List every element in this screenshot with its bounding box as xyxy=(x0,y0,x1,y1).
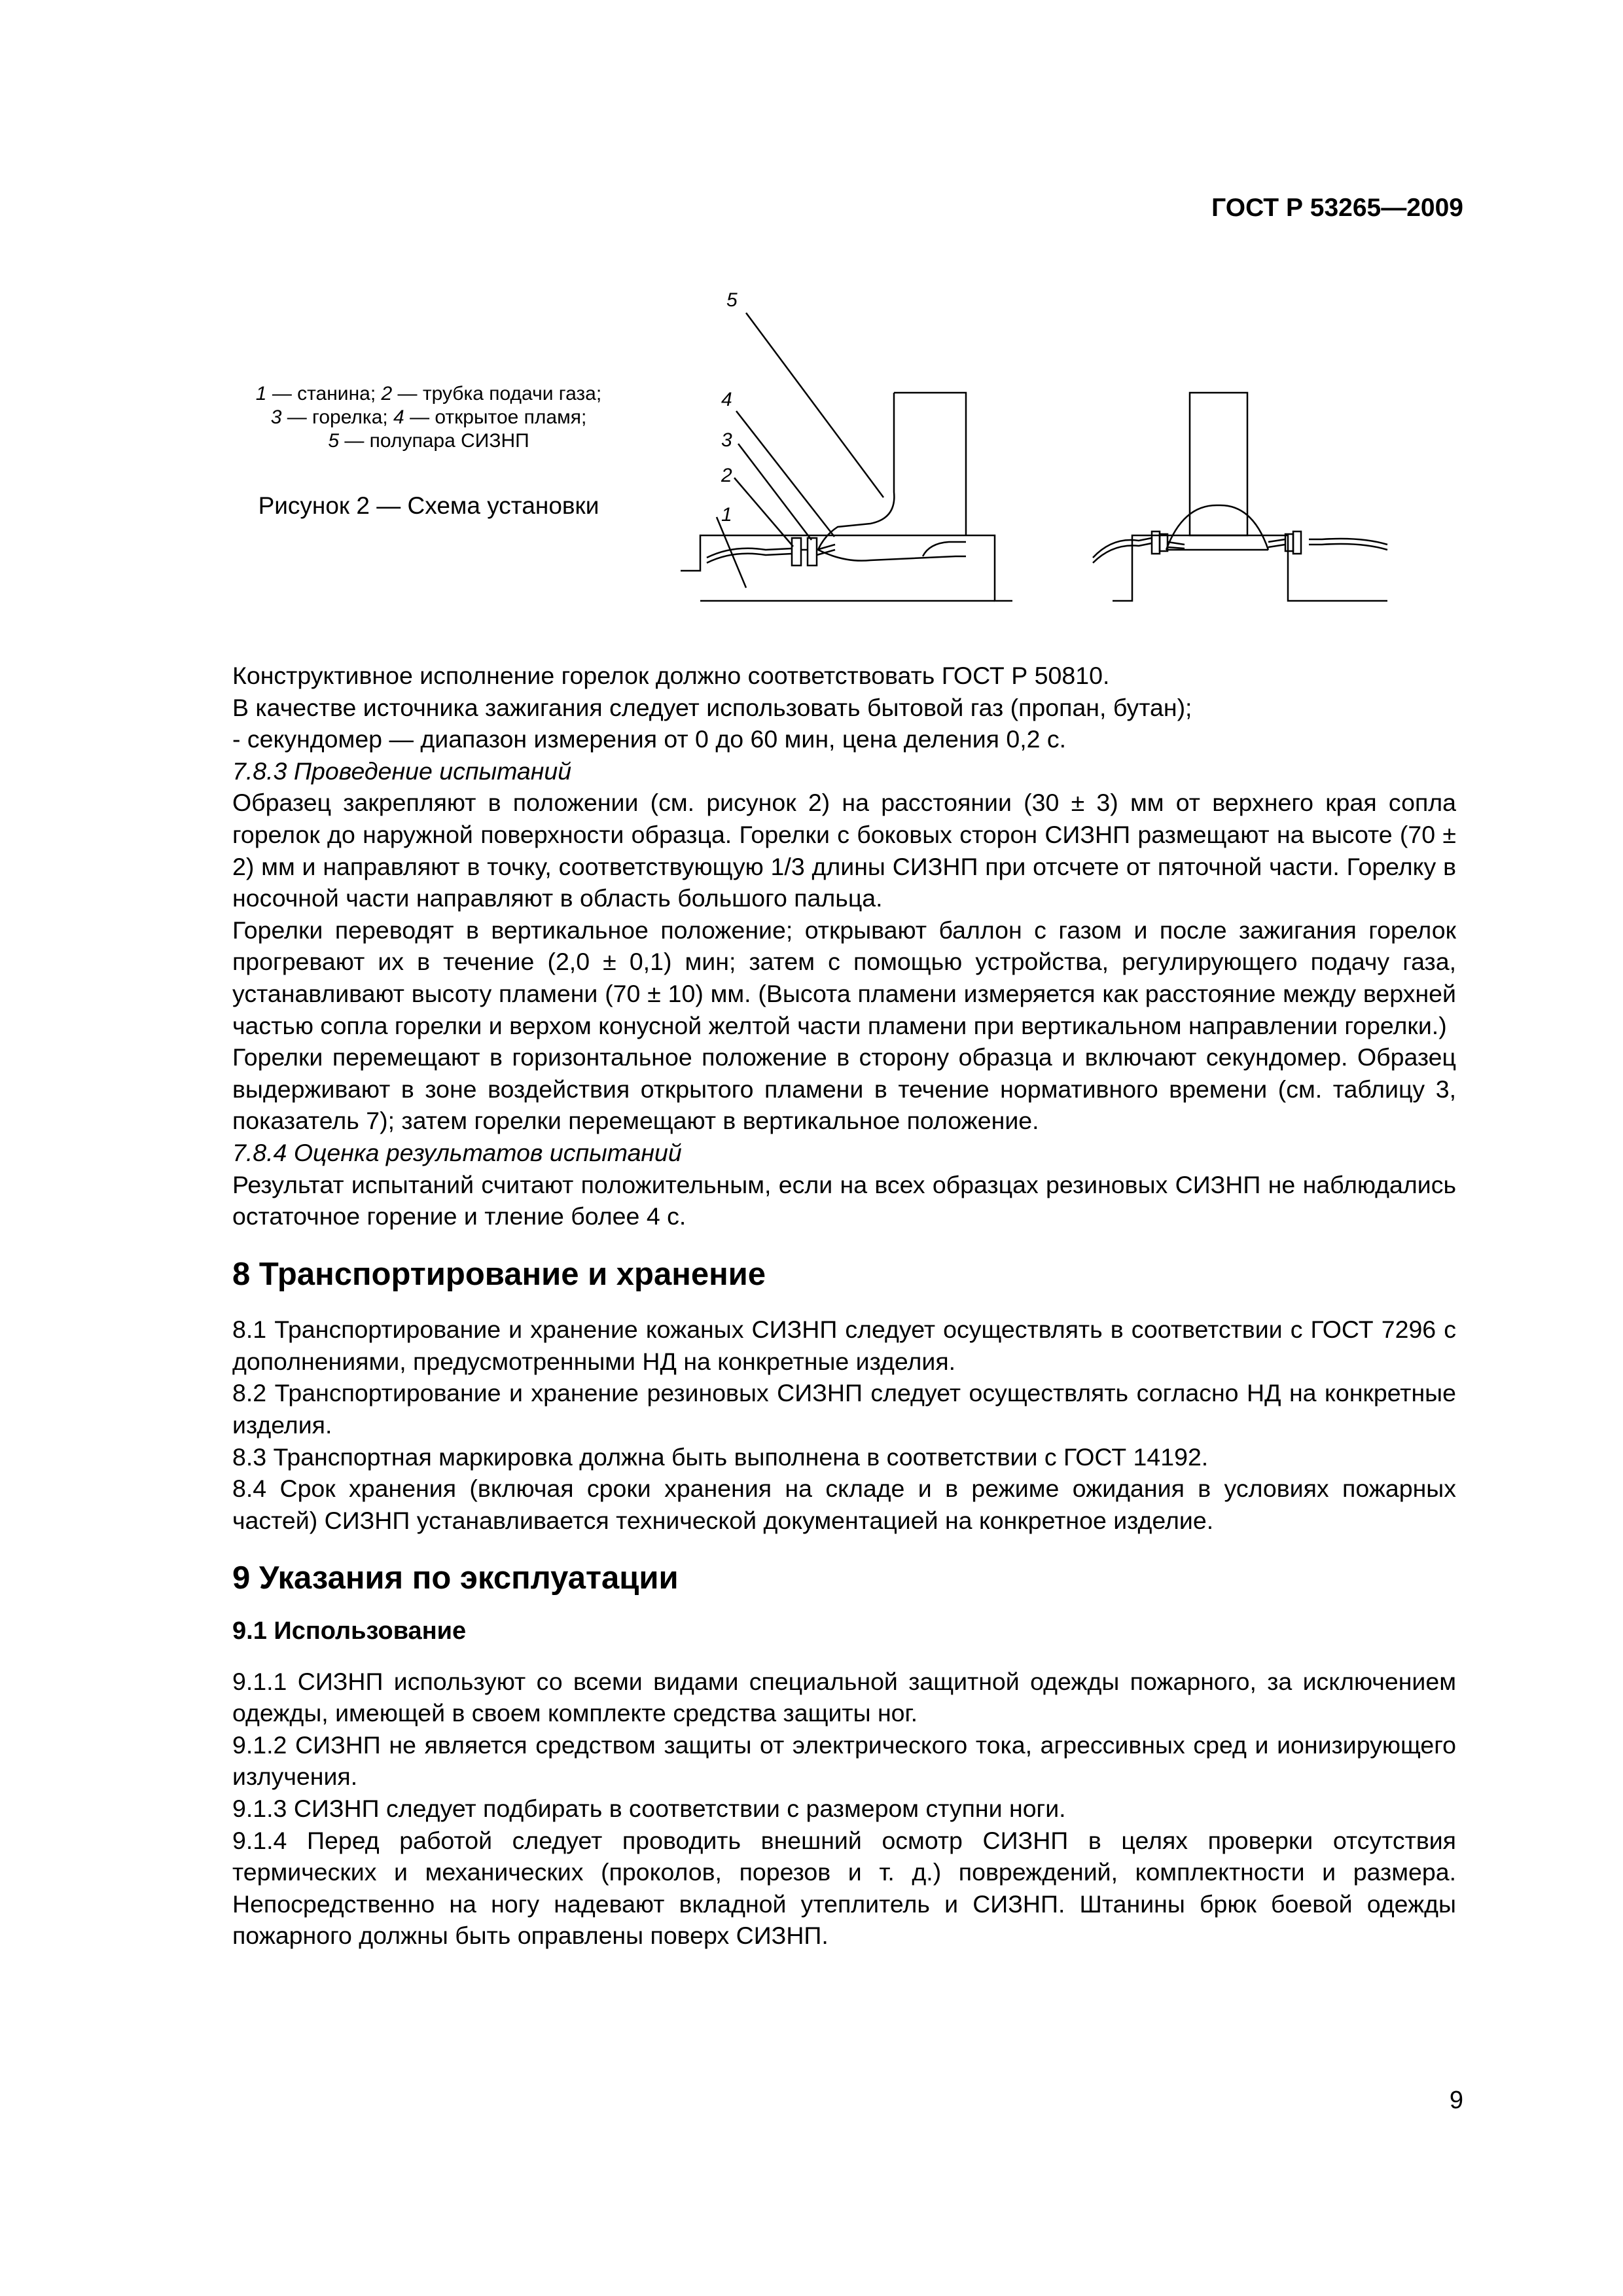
section-9-title: 9 Указания по эксплуатации xyxy=(232,1560,679,1596)
page-number: 9 xyxy=(1449,2087,1463,2114)
paragraph: 8.2 Транспортирование и хранение резиновых СИЗНП следует осуществлять согласно НД на конкретные изделия. xyxy=(232,1379,1456,1439)
left-boot xyxy=(818,393,966,550)
right-gas-tube-right xyxy=(1309,539,1387,550)
paragraph: Горелки перемещают в горизонтальное положение в сторону образца и включают секундомер. Образец выдерживают в зоне воздействия открытого пламени в течение нормативного времени (см. таблицу 3, показатель 7); затем горелки перемещают в вертикальное положение. xyxy=(232,1043,1456,1135)
legend-line-2: 3 — горелка; 4 — открытое пламя; xyxy=(270,406,587,428)
left-burner xyxy=(792,538,801,565)
paragraph: 9.1.3 СИЗНП следует подбирать в соответствии с размером ступни ноги. xyxy=(232,1795,1066,1822)
paragraph: В качестве источника зажигания следует использовать бытовой газ (пропан, бутан); xyxy=(232,693,1192,721)
legend-line-1: 1 — станина; 2 — трубка подачи газа; xyxy=(255,383,602,404)
paragraph: - секундомер — диапазон измерения от 0 до 60 мин, цена деления 0,2 с. xyxy=(232,725,1067,753)
leader-5 xyxy=(746,313,883,497)
body-text xyxy=(232,660,1456,1952)
paragraph: 8.1 Транспортирование и хранение кожаных СИЗНП следует осуществлять в соответствии с ГОСТ 7296 с дополнениями, предусмотренными НД на конкретные изделия. xyxy=(232,1316,1456,1375)
paragraph: 9.1.1 СИЗНП используют со всеми видами специальной защитной одежды пожарного, за исключением одежды, имеющей в своем комплекте средства защиты ног. xyxy=(232,1667,1456,1727)
label-4: 4 xyxy=(721,389,732,410)
paragraph: 8.4 Срок хранения (включая сроки хранения на складе и в режиме ожидания в условиях пожарных частей) СИЗНП устанавливается технической документацией на конкретное изделие. xyxy=(232,1475,1456,1534)
right-base xyxy=(1113,535,1387,601)
left-base xyxy=(681,535,1012,601)
paragraph: Образец закрепляют в положении (см. рисунок 2) на расстоянии (30 ± 3) мм от верхнего края сопла горелок до наружной поверхности образца. Горелки с боковых сторон СИЗНП размещают на высоте (70 ± 2) мм и направляют в точку, соответствующую 1/3 длины СИЗНП при отсчете от пяточной части. Горелку в носочной части направляют в область большого пальца. xyxy=(232,789,1456,912)
label-5: 5 xyxy=(726,289,738,311)
subsection-7-8-3: 7.8.3 Проведение испытаний xyxy=(232,757,572,785)
right-boot-shaft xyxy=(1190,393,1247,535)
document-code: ГОСТ Р 53265—2009 xyxy=(1211,194,1463,222)
paragraph: 9.1.2 СИЗНП не является средством защиты от электрического тока, агрессивных сред и ионизирующего излучения. xyxy=(232,1731,1456,1791)
right-gas-tube-left xyxy=(1093,538,1152,563)
paragraph: Горелки переводят в вертикальное положение; открывают баллон с газом и после зажигания горелок прогревают их в течение (2,0 ± 0,1) мин; затем с помощью устройства, регулирующего подачу газа, устанавливают высоту пламени (70 ± 10) мм. (Высота пламени измеряется как расстояние между верхней частью сопла горелки и верхом конусной желтой части пламени при вертикальном направлении горелки.) xyxy=(232,916,1456,1039)
paragraph: Конструктивное исполнение горелок должно соответствовать ГОСТ Р 50810. xyxy=(232,662,1110,689)
leader-4 xyxy=(736,411,834,537)
label-2: 2 xyxy=(721,465,732,486)
subsection-9-1-title: 9.1 Использование xyxy=(232,1617,467,1645)
right-boot-toe xyxy=(1166,505,1268,550)
paragraph: Результат испытаний считают положительным, если на всех образцах резиновых СИЗНП не наблюдались остаточное горение и тление более 4 с. xyxy=(232,1170,1456,1230)
figure-title: Рисунок 2 — Схема установки xyxy=(258,492,599,519)
paragraph: 8.3 Транспортная маркировка должна быть выполнена в соответствии с ГОСТ 14192. xyxy=(232,1443,1209,1471)
label-1: 1 xyxy=(721,504,732,526)
label-3: 3 xyxy=(721,429,732,451)
setup-diagram xyxy=(681,275,1427,615)
paragraph: 9.1.4 Перед работой следует проводить внешний осмотр СИЗНП в целях проверки отсутствия термических и механических (проколов, порезов и т. д.) повреждений, комплектности и размера. Непосредственно на ногу надевают вкладной утеплитель и СИЗНП. Штанины брюк боевой одежды пожарного должны быть оправлены поверх СИЗНП. xyxy=(232,1826,1456,1950)
figure-legend xyxy=(216,382,641,453)
legend-line-3: 5 — полупара СИЗНП xyxy=(328,430,529,452)
section-8-title: 8 Транспортирование и хранение xyxy=(232,1256,766,1292)
subsection-7-8-4: 7.8.4 Оценка результатов испытаний xyxy=(232,1138,682,1166)
